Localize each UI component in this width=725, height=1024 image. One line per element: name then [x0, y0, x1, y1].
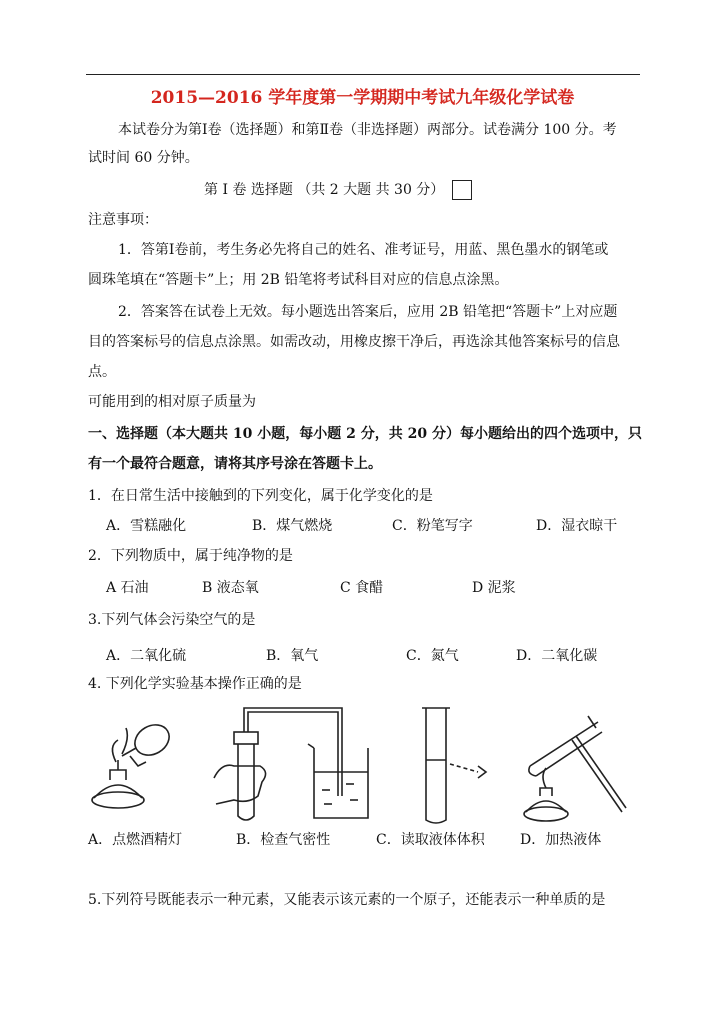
figure-d-heating-liquid — [512, 704, 636, 826]
question-3-option-b: B．氧气 — [266, 648, 319, 664]
notes-heading: 注意事项： — [88, 212, 158, 228]
question-4-stem: 4. 下列化学实验基本操作正确的是 — [88, 676, 302, 692]
section-heading — [204, 180, 472, 200]
question-2-option-c: C 食醋 — [340, 580, 384, 596]
note-2-line-1: 2．答案答在试卷上无效。每小题选出答案后，应用 2B 铅笔把“答题卡”上对应题 — [118, 304, 618, 320]
part1-instructions-line-1: 一、选择题（本大题共 10 小题，每小题 2 分，共 20 分）每小题给出的四个选项中，只 — [88, 426, 642, 442]
figure-b-air-tightness — [204, 700, 384, 826]
header-rule — [86, 74, 640, 75]
question-2-option-a: A 石油 — [106, 580, 149, 596]
question-3-option-c: C．氮气 — [406, 648, 459, 664]
question-1-stem: 1．在日常生活中接触到的下列变化，属于化学变化的是 — [88, 488, 433, 504]
question-2-option-b: B 液态氧 — [202, 580, 259, 596]
figure-a-lighting-lamp — [86, 710, 186, 822]
intro-line-1: 本试卷分为第Ⅰ卷（选择题）和第Ⅱ卷（非选择题）两部分。试卷满分 100 分。考 — [118, 122, 617, 138]
atomic-mass-line: 可能用到的相对原子质量为 — [88, 394, 256, 410]
question-3-option-d: D．二氧化碳 — [516, 648, 598, 664]
note-2-line-2: 目的答案标号的信息点涂黑。如需改动，用橡皮擦干净后，再选涂其他答案标号的信息 — [88, 334, 620, 350]
question-1-option-b: B．煤气燃烧 — [252, 518, 333, 534]
question-4-option-a: A．点燃酒精灯 — [88, 832, 183, 848]
exam-title: 2015—2016 学年度第一学期期中考试九年级化学试卷 — [150, 88, 575, 108]
question-1-option-c: C．粉笔写字 — [392, 518, 473, 534]
question-4-option-d: D．加热液体 — [520, 832, 602, 848]
figure-c-reading-volume — [400, 704, 500, 824]
note-1-line-2: 圆珠笔填在“答题卡”上；用 2B 铅笔将考试科目对应的信息点涂黑。 — [88, 272, 509, 288]
section-heading-text: 第 Ⅰ 卷 选择题 （共 2 大题 共 30 分） — [204, 182, 445, 198]
note-2-line-3: 点。 — [88, 364, 116, 380]
question-3-stem: 3.下列气体会污染空气的是 — [88, 612, 256, 628]
note-1-line-1: 1．答第Ⅰ卷前，考生务必先将自己的姓名、准考证号，用蓝、黑色墨水的钢笔或 — [118, 242, 609, 258]
question-4-option-c: C．读取液体体积 — [376, 832, 485, 848]
intro-line-2: 试时间 60 分钟。 — [88, 150, 199, 166]
question-2-option-d: D 泥浆 — [472, 580, 516, 596]
question-2-stem: 2．下列物质中，属于纯净物的是 — [88, 548, 293, 564]
question-5-stem: 5.下列符号既能表示一种元素，又能表示该元素的一个原子，还能表示一种单质的是 — [88, 892, 606, 908]
question-3-option-a: A．二氧化硫 — [106, 648, 187, 664]
question-4-option-b: B．检查气密性 — [236, 832, 331, 848]
question-1-option-d: D．湿衣晾干 — [536, 518, 618, 534]
part1-instructions-line-2: 有一个最符合题意，请将其序号涂在答题卡上。 — [88, 456, 382, 472]
score-box — [452, 180, 472, 200]
question-1-option-a: A．雪糕融化 — [106, 518, 187, 534]
